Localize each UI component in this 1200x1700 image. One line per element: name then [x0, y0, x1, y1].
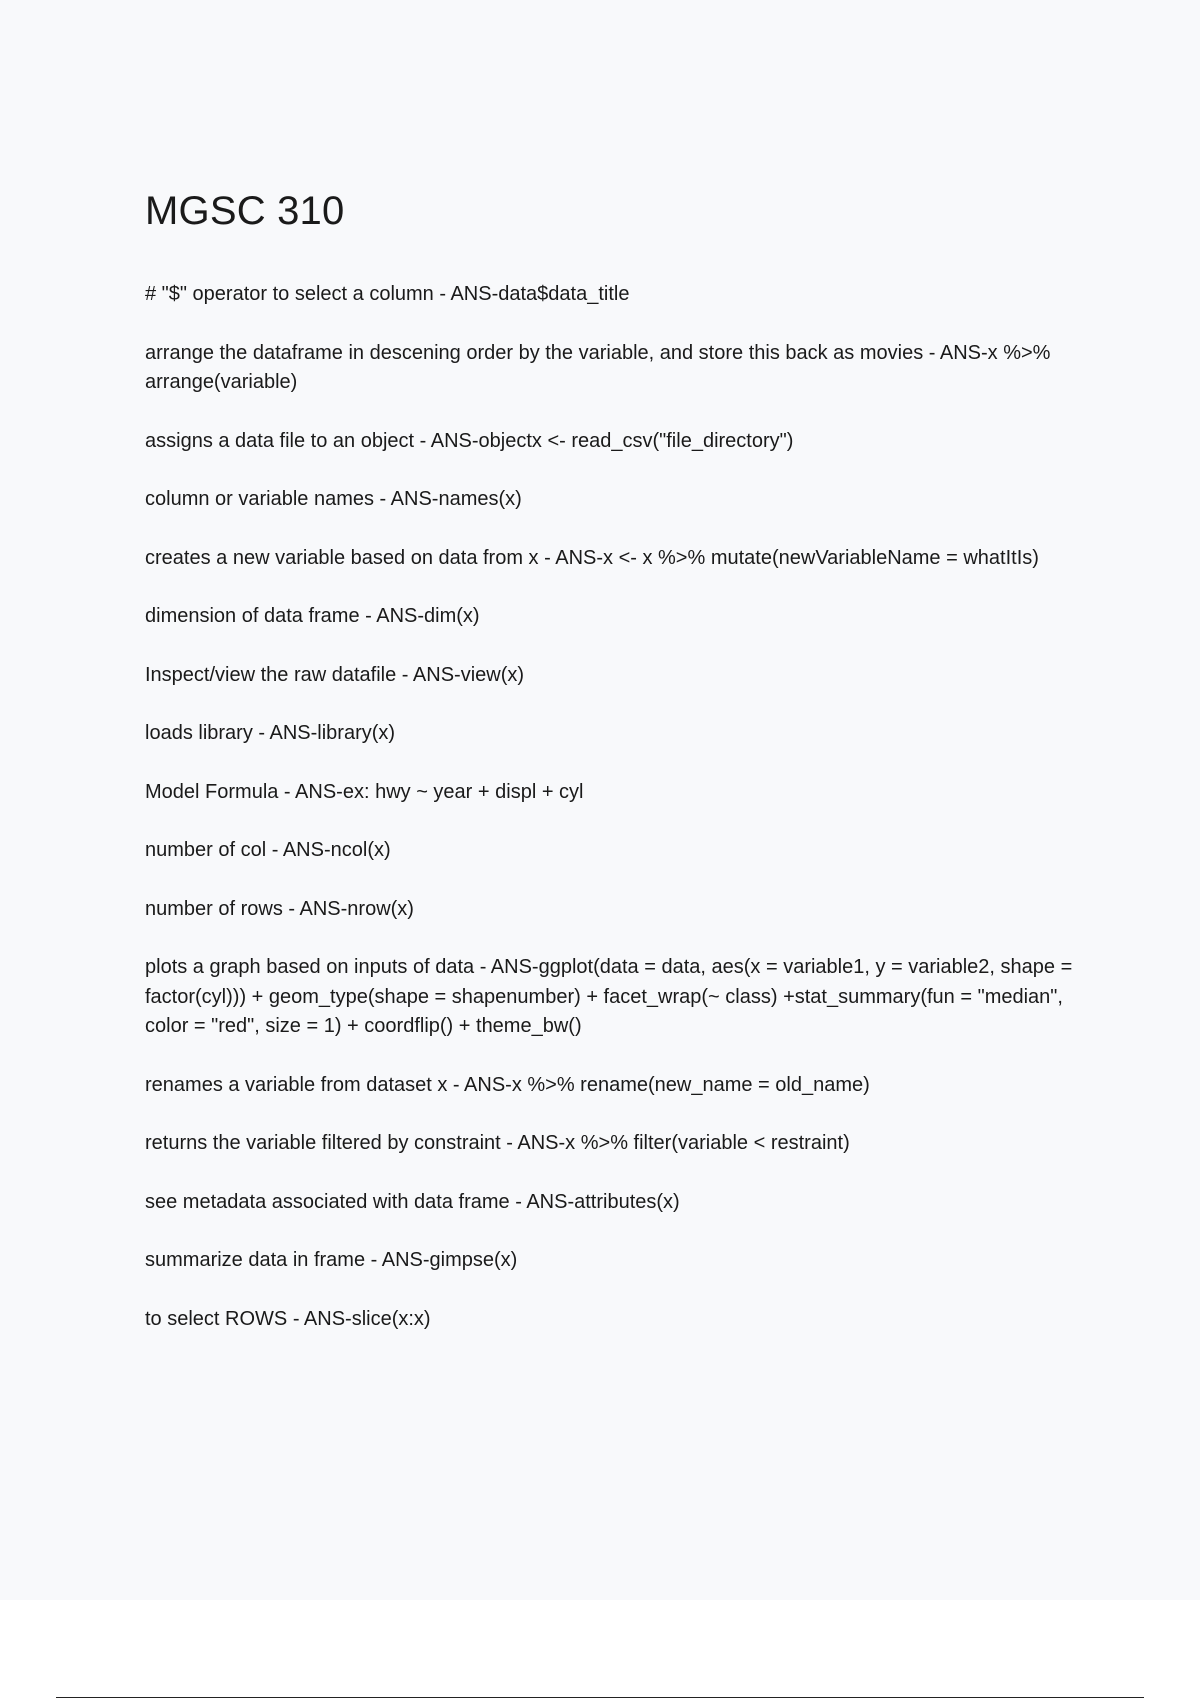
flashcard-entry: dimension of data frame - ANS-dim(x) [145, 605, 480, 627]
flashcard-entry: number of col - ANS-ncol(x) [145, 839, 391, 861]
flashcard-entry: creates a new variable based on data from x - ANS-x <- x %>% mutate(newVariableName = whatItIs) [145, 546, 1039, 569]
flashcard-entry: arrange the dataframe in descening order by the variable, and store this back as movies - ANS-x %>% arrange(variable) [145, 341, 1051, 393]
flashcard-entry: loads library - ANS-library(x) [145, 722, 396, 744]
flashcard-entry: number of rows - ANS-nrow(x) [145, 897, 414, 920]
flashcard-entry: column or variable names - ANS-names(x) [145, 488, 522, 510]
flashcard-entry: summarize data in frame - ANS-gimpse(x) [145, 1249, 518, 1271]
flashcard-entry: plots a graph based on inputs of data - ANS-ggplot(data = data, aes(x = variable1, y = variable2, shape = factor(cyl))) + geom_type(shape = shapenumber) + facet_wrap(~ class) +stat_summary(fun = "median", color = "red", size = 1) + coordflip() + theme_bw() [145, 956, 1073, 1037]
flashcard-entry: returns the variable filtered by constraint - ANS-x %>% filter(variable < restraint) [145, 1132, 850, 1154]
flashcard-entry: Inspect/view the raw datafile - ANS-view(x) [145, 663, 525, 686]
flashcard-entry: renames a variable from dataset x - ANS-x %>% rename(new_name = old_name) [145, 1073, 870, 1096]
flashcard-entry: Model Formula - ANS-ex: hwy ~ year + displ + cyl [145, 780, 584, 803]
flashcard-entry: assigns a data file to an object - ANS-objectx <- read_csv("file_directory") [145, 429, 794, 452]
document-content [145, 185, 1105, 1363]
flashcard-entry: see metadata associated with data frame - ANS-attributes(x) [145, 1190, 680, 1213]
flashcard-entry: to select ROWS - ANS-slice(x:x) [145, 1307, 431, 1330]
footer-divider [56, 1697, 1144, 1698]
document-title: MGSC 310 [145, 189, 345, 233]
flashcard-entry: # "$" operator to select a column - ANS-data$data_title [145, 283, 630, 305]
